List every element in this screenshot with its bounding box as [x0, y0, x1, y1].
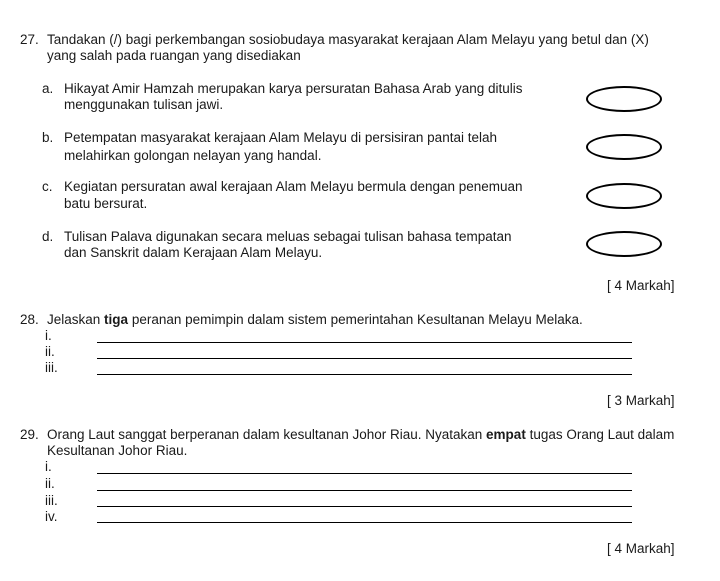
item-c-text-line1: Kegiatan persuratan awal kerajaan Alam Melayu bermula dengan penemuan [64, 179, 523, 194]
q28-numeral-iii: iii. [45, 360, 58, 375]
q28-numeral-i: i. [45, 328, 52, 343]
item-b-letter: b. [42, 130, 54, 145]
question-28-number: 28. [20, 312, 39, 327]
question-29-text-line1 [47, 427, 674, 443]
question-28-marks: [ 3 Markah] [607, 393, 675, 408]
item-a-text-line2: menggunakan tulisan jawi. [64, 97, 224, 112]
q29-numeral-i: i. [45, 459, 52, 474]
item-b-text-line2: melahirkan golongan nelayan yang handal. [64, 148, 322, 163]
q28-answer-line-3[interactable] [97, 374, 632, 375]
item-a-text-line1: Hikayat Amir Hamzah merupakan karya persuratan Bahasa Arab yang ditulis [64, 81, 523, 96]
q28-answer-line-1[interactable] [97, 342, 632, 343]
question-29-text-bold: empat [486, 427, 526, 442]
item-a-letter: a. [42, 81, 54, 96]
q29-answer-line-2[interactable] [97, 490, 632, 491]
question-28-text-before: Jelaskan [47, 312, 105, 327]
answer-oval-b[interactable] [586, 134, 662, 160]
question-27-text-line1: Tandakan (/) bagi perkembangan sosiobudaya masyarakat kerajaan Alam Melayu yang betul dan (X) [47, 32, 649, 47]
question-27-text-line2: yang salah pada ruangan yang disediakan [47, 48, 301, 63]
answer-oval-a[interactable] [586, 86, 662, 112]
question-27-number: 27. [20, 32, 39, 47]
q29-answer-line-4[interactable] [97, 522, 632, 523]
q28-numeral-ii: ii. [45, 344, 55, 359]
q29-numeral-ii: ii. [45, 476, 55, 491]
item-d-letter: d. [42, 229, 54, 244]
q29-answer-line-3[interactable] [97, 506, 632, 507]
question-28-text-bold: tiga [104, 312, 129, 327]
question-29-text-before: Orang Laut sanggat berperanan dalam kesultanan Johor Riau. Nyatakan [47, 427, 487, 442]
question-28-text [47, 312, 583, 328]
item-c-text-line2: batu bersurat. [64, 196, 148, 211]
answer-oval-c[interactable] [586, 183, 662, 209]
question-29-text-after: tugas Orang Laut dalam [525, 427, 675, 442]
q29-numeral-iv: iv. [45, 509, 58, 524]
question-29-number: 29. [20, 427, 39, 442]
item-d-text-line2: dan Sanskrit dalam Kerajaan Alam Melayu. [64, 245, 323, 260]
question-29-text-line2: Kesultanan Johor Riau. [47, 443, 188, 458]
item-b-text-line1: Petempatan masyarakat kerajaan Alam Melayu di persisiran pantai telah [64, 130, 497, 145]
question-29-marks: [ 4 Markah] [607, 541, 675, 556]
q29-answer-line-1[interactable] [97, 473, 632, 474]
answer-oval-d[interactable] [586, 231, 662, 257]
q29-numeral-iii: iii. [45, 493, 58, 508]
question-28-text-after: peranan pemimpin dalam sistem pemerintahan Kesultanan Melayu Melaka. [128, 312, 583, 327]
item-d-text-line1: Tulisan Palava digunakan secara meluas sebagai tulisan bahasa tempatan [64, 229, 512, 244]
q28-answer-line-2[interactable] [97, 358, 632, 359]
item-c-letter: c. [42, 179, 53, 194]
question-27-marks: [ 4 Markah] [607, 278, 675, 293]
